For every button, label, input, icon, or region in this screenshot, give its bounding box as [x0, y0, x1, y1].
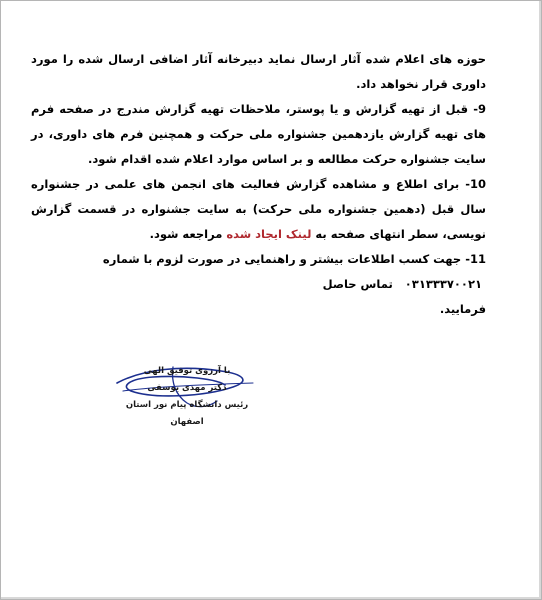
- contact-text: تماس حاصل: [322, 277, 393, 291]
- contact-line: [31, 272, 486, 297]
- closing-text: فرمایید.: [439, 302, 486, 316]
- item-9-text: قبل از تهیه گزارش و یا پوستر، ملاحظات تهیه گزارش مندرج در صفحه فرم های تهیه گزارش یازدهمین جشنواره ملی حرکت و همچنین فرم های داوری، در سایت جشنواره حرکت مطالعه و بر اساس موارد اعلام شده اقدام شود.: [31, 102, 486, 166]
- intro-text: حوزه های اعلام شده آثار ارسال نماید دبیرخانه آثار اضافی ارسال شده را مورد داوری قرار نخواهد داد.: [31, 52, 486, 91]
- document-body: [31, 47, 486, 322]
- phone-number: ۰۳۱۳۳۳۷۰۰۲۱: [404, 277, 482, 291]
- item-10: [31, 172, 486, 247]
- item-10-text-after: مراجعه شود.: [149, 227, 223, 241]
- signature-name: دکتر مهدی یوسفی: [147, 383, 227, 393]
- item-10-text-before: برای اطلاع و مشاهده گزارش فعالیت های انجمن های علمی در جشنواره سال قبل (دهمین جشنواره ملی حرکت) به سایت جشنواره در قسمت گزارش نویسی، سطر انتهای صفحه به: [31, 177, 486, 241]
- created-link[interactable]: لینک ایجاد شده: [226, 227, 312, 241]
- item-10-number: 10-: [465, 177, 487, 191]
- item-9: [31, 97, 486, 172]
- item-11-number: 11-: [465, 252, 486, 266]
- item-11: [31, 247, 486, 322]
- item-9-number: 9-: [473, 102, 486, 116]
- signature-title: رئیس دانشگاه پیام نور استان اصفهان: [125, 400, 249, 427]
- item-11-text: جهت کسب اطلاعات بیشتر و راهنمایی در صورت لزوم با شماره: [102, 252, 462, 266]
- signature-block: [113, 361, 263, 431]
- signature-text: [117, 363, 257, 431]
- intro-paragraph: [31, 47, 486, 97]
- signature-wishes: با آرزوی توفیق الهی: [143, 366, 231, 376]
